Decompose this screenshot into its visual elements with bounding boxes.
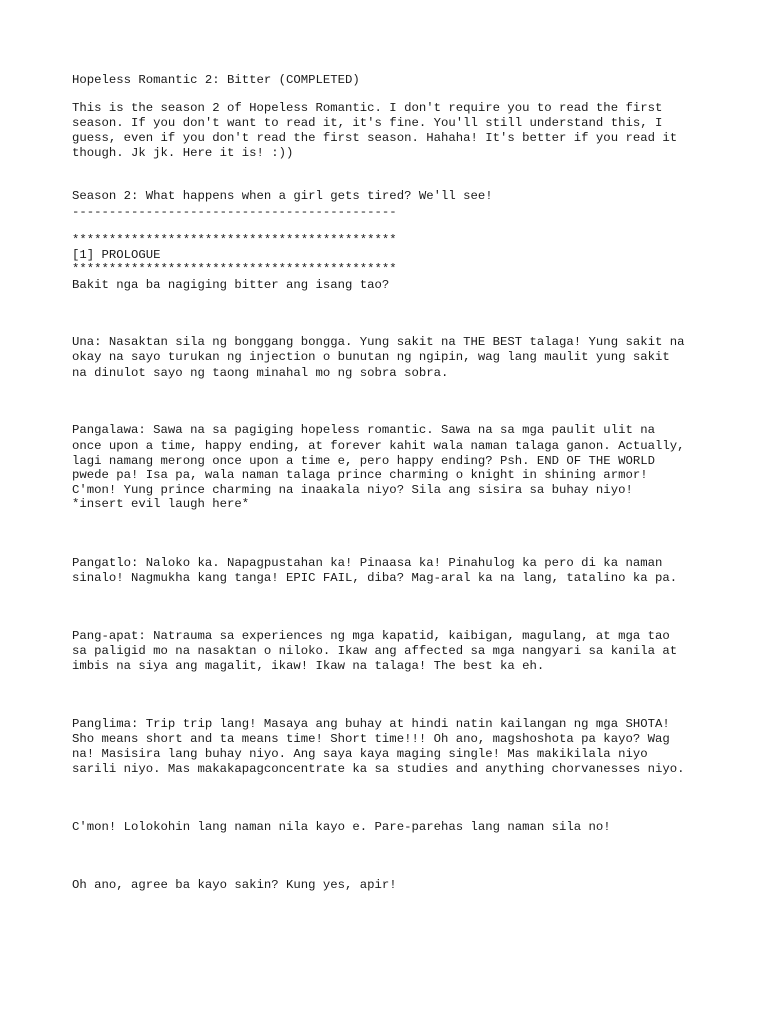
una-line-2: okay na sayo turukan ng injection o bunutan ng ngipin, wag lang maulit yung sakit [72, 350, 670, 364]
intro-line-4: though. Jk jk. Here it is! :)) [72, 146, 294, 160]
pangalawa-line-2: once upon a time, happy ending, at forever kahit wala naman talaga ganon. Actually, [72, 439, 685, 453]
pang-apat-line-3: imbis na siya ang magalit, ikaw! Ikaw na talaga! The best ka eh. [72, 659, 545, 673]
chapter-heading: [1] PROLOGUE [72, 248, 161, 262]
pangatlo-line-1: Pangatlo: Naloko ka. Napagpustahan ka! Pinaasa ka! Pinahulog ka pero di ka naman [72, 556, 663, 570]
document-title: Hopeless Romantic 2: Bitter (COMPLETED) [72, 73, 360, 87]
una-line-3: na dinulot sayo ng taong minahal mo ng sobra sobra. [72, 366, 449, 380]
question-line: Bakit nga ba nagiging bitter ang isang tao? [72, 278, 390, 292]
panglima-line-3: na! Masisira lang buhay niyo. Ang saya kaya maging single! Mas makikilala niyo [72, 747, 648, 761]
season-line: Season 2: What happens when a girl gets tired? We'll see! [72, 189, 493, 203]
pangatlo-line-2: sinalo! Nagmukha kang tanga! EPIC FAIL, diba? Mag-aral ka na lang, tatalino ka pa. [72, 571, 678, 585]
pang-apat-line-2: sa paligid mo na nasaktan o niloko. Ikaw ang affected sa mga nangyari sa kanila at [72, 644, 678, 658]
intro-line-2: season. If you don't want to read it, it's fine. You'll still understand this, I [72, 116, 663, 130]
star-rule-top: ******************************************** [72, 233, 397, 247]
pang-apat-line-1: Pang-apat: Natrauma sa experiences ng mga kapatid, kaibigan, magulang, at mga tao [72, 629, 670, 643]
panglima-line-4: sarili niyo. Mas makakapagconcentrate ka sa studies and anything chorvanesses niyo. [72, 762, 685, 776]
star-rule-bottom: ******************************************** [72, 262, 397, 276]
closing-line: Oh ano, agree ba kayo sakin? Kung yes, apir! [72, 878, 397, 892]
una-line-1: Una: Nasaktan sila ng bonggang bongga. Yung sakit na THE BEST talaga! Yung sakit na [72, 335, 685, 349]
pangalawa-line-6: *insert evil laugh here* [72, 497, 250, 511]
intro-line-1: This is the season 2 of Hopeless Romantic. I don't require you to read the first [72, 101, 663, 115]
intro-line-3: guess, even if you don't read the first season. Hahaha! It's better if you read it [72, 131, 678, 145]
cmon-line: C'mon! Lolokohin lang naman nila kayo e. Pare-parehas lang naman sila no! [72, 820, 611, 834]
pangalawa-line-5: C'mon! Yung prince charming na inaakala niyo? Sila ang sisira sa buhay niyo! [72, 483, 633, 497]
panglima-line-2: Sho means short and ta means time! Short time!!! Oh ano, magshoshota pa kayo? Wag [72, 732, 670, 746]
pangalawa-line-3: lagi namang merong once upon a time e, pero happy ending? Psh. END OF THE WORLD [72, 454, 655, 468]
dash-rule: -------------------------------------------- [72, 205, 397, 219]
pangalawa-line-1: Pangalawa: Sawa na sa pagiging hopeless romantic. Sawa na sa mga paulit ulit na [72, 423, 655, 437]
pangalawa-line-4: pwede pa! Isa pa, wala naman talaga prince charming o knight in shining armor! [72, 468, 648, 482]
panglima-line-1: Panglima: Trip trip lang! Masaya ang buhay at hindi natin kailangan ng mga SHOTA! [72, 717, 670, 731]
